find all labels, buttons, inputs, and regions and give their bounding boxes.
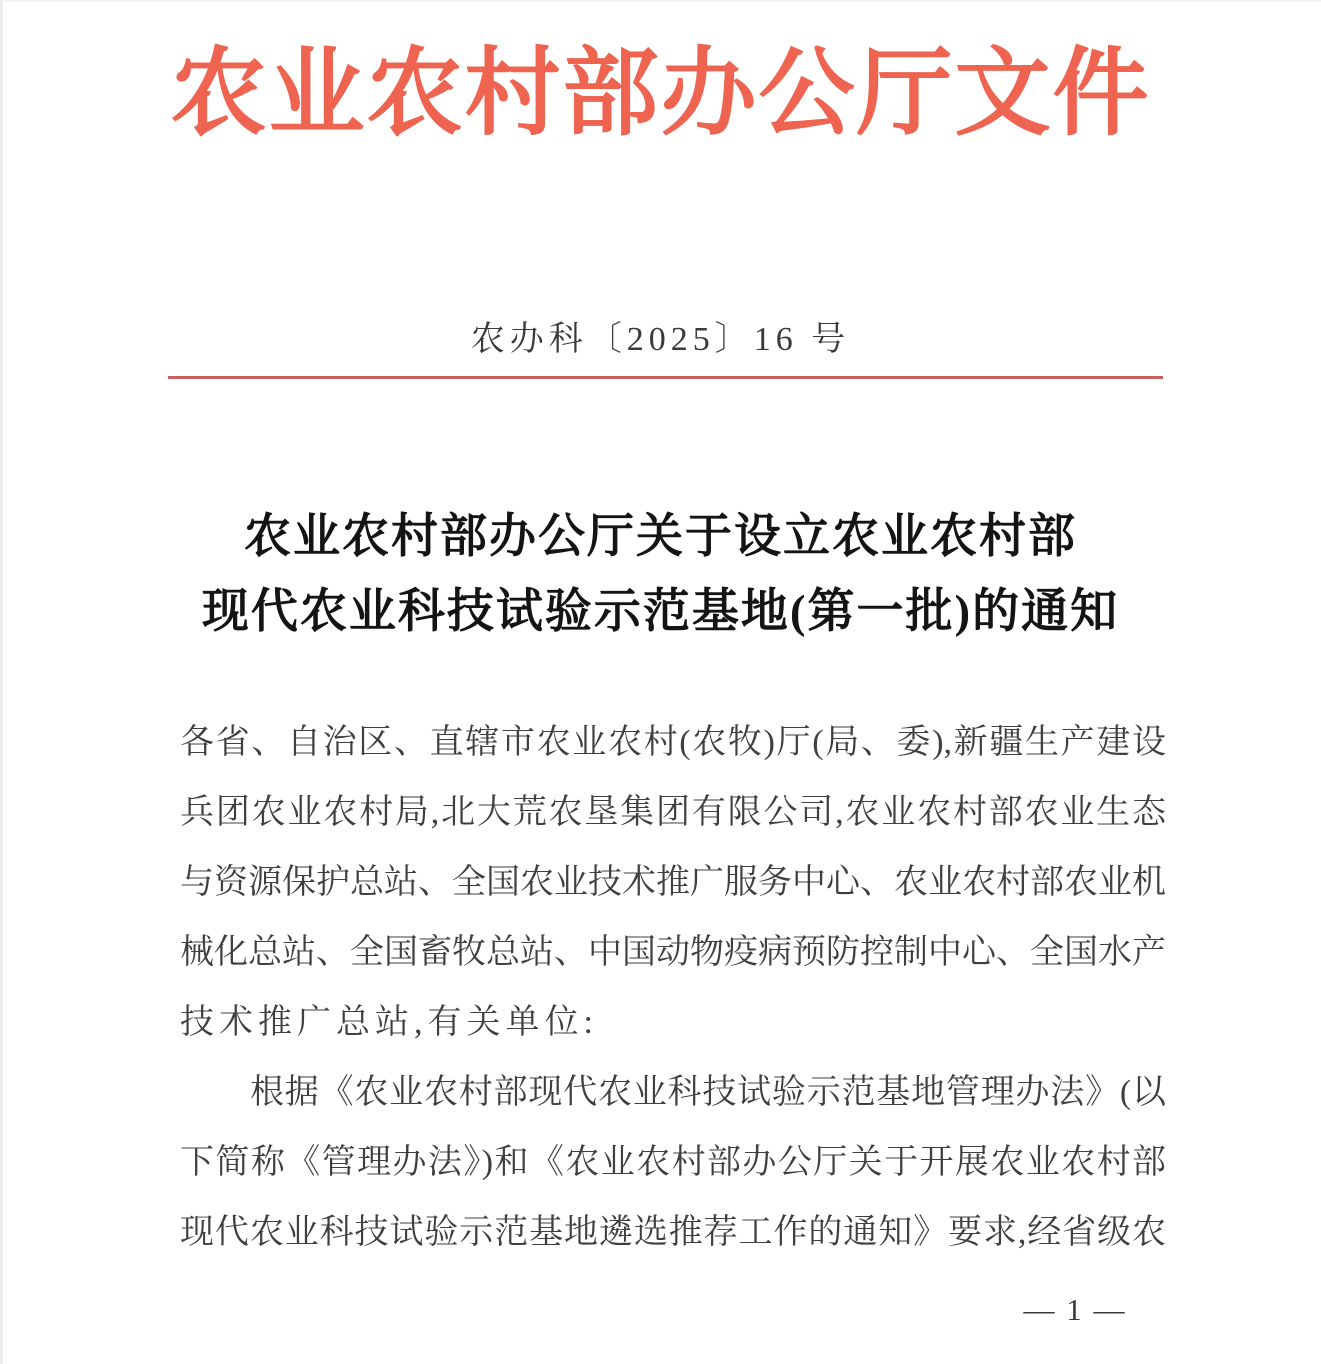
- body-line-addressees-2: 兵团农业农村局,北大荒农垦集团有限公司,农业农村部农业生态: [180, 794, 1166, 831]
- document-header-title: 农业农村部办公厅文件: [170, 40, 1151, 147]
- red-divider-line: [168, 376, 1163, 379]
- body-line-paragraph2-2: 下简称《管理办法》)和《农业农村部办公厅关于开展农业农村部: [180, 1144, 1166, 1181]
- body-line-addressees-4: 械化总站、全国畜牧总站、中国动物疫病预防控制中心、全国水产: [180, 934, 1166, 971]
- document-title: [0, 500, 1321, 650]
- document-title-line1: 农业农村部办公厅关于设立农业农村部: [244, 511, 1077, 563]
- body-line-paragraph2-3: 现代农业科技试验示范基地遴选推荐工作的通知》要求,经省级农: [180, 1214, 1166, 1251]
- body-line-addressees-1: 各省、自治区、直辖市农业农村(农牧)厅(局、委),新疆生产建设: [180, 724, 1166, 761]
- body-line-paragraph2-1: 根据《农业农村部现代农业科技试验示范基地管理办法》(以: [250, 1074, 1166, 1111]
- body-line-addressees-5: 技术推广总站,有关单位:: [180, 1004, 598, 1041]
- document-title-line2: 现代农业科技试验示范基地(第一批)的通知: [201, 586, 1120, 638]
- document-number: 农办科〔2025〕16 号: [470, 321, 851, 358]
- body-line-addressees-3: 与资源保护总站、全国农业技术推广服务中心、农业农村部农业机: [180, 864, 1166, 901]
- page-number: — 1 —: [1023, 1292, 1127, 1327]
- document-body: [180, 708, 1166, 1268]
